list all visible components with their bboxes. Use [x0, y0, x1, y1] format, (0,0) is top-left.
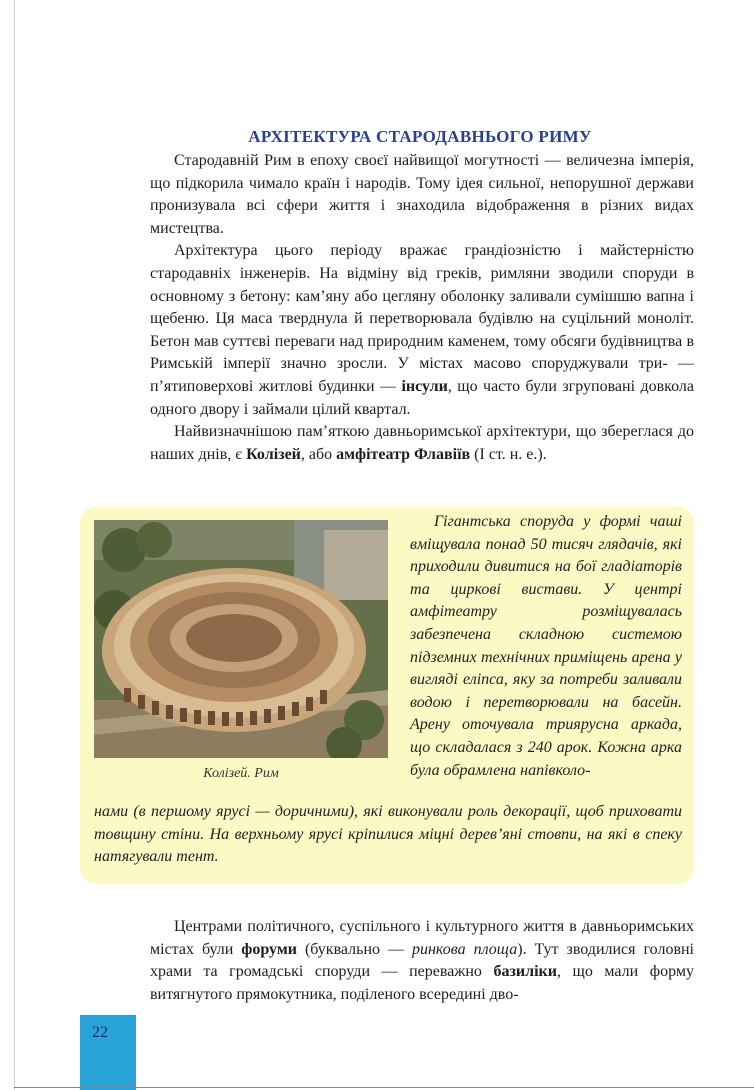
colosseum-photo — [94, 520, 388, 758]
intro-text — [150, 150, 694, 466]
intro-paragraph-2: Архітектура цього періоду вражає грандіозністю і майстерністю стародавніх інженерів. На відміну від греків, римляни зводили споруди в основному з бетону: кам’яну або цегляну оболонку заливали сумішшю вапна і щебеню. Ця маса тверднула й перетворювала будівлю на суцільний моноліт. Бетон мав суттєві переваги над природним каменем, тому обсяги будівництва в Римській імперії значно зросли. У містах масово споруджували три- — п’ятиповерхові житлові будинки — інсули, що часто були згруповані довкола одного двору і займали цілий квартал. — [150, 242, 695, 418]
intro-paragraph-1: Стародавній Рим в епоху своєї найвищої могутності — величезна імперія, що підкорила чимало країн і народів. Тому ідея сильної, непорушної держави пронизувала всі сфери життя і знаходила відображення в різних видах мистецтва. — [150, 152, 694, 237]
page-number-tab — [80, 1015, 136, 1090]
intro-paragraph-3: Найвизначнішою пам’яткою давньоримської архітектури, що збереглася до наших днів, є Колізей, або амфітеатр Флавіїв (I ст. н. е.). — [150, 423, 694, 463]
term-forums: форуми — [241, 940, 297, 958]
colosseum-info-box — [80, 507, 694, 884]
page-bottom-border — [14, 1087, 754, 1088]
page-number: 22 — [92, 1024, 108, 1041]
photo-caption: Колізей. Рим — [203, 766, 279, 781]
forum-text — [150, 916, 694, 1006]
page-title: АРХІТЕКТУРА СТАРОДАВНЬОГО РИМУ — [248, 127, 592, 147]
term-basilicas: базиліки — [493, 963, 557, 981]
box-paragraph-part-2: нами (в першому ярусі — доричними), які виконували роль декорації, щоб приховати товщину стіни. На верхньому ярусі кріпилися міцні дерев’яні стовпи, на які в спеку натягували тент. — [94, 803, 682, 866]
forum-paragraph: Центрами політичного, суспільного і культурного життя в давньоримських містах були форуми (буквально — ринкова площа). Тут зводилися головні храми та громадські споруди — переважно базиліки, що мали форму витягнутого прямокутника, поділеного всередині дво- — [150, 918, 695, 1003]
term-insula: інсули — [401, 377, 448, 395]
term-flavian-amphitheatre: амфітеатр Флавіїв — [336, 445, 471, 463]
term-colosseum: Колізей — [246, 445, 301, 463]
page-left-border — [14, 0, 15, 1090]
box-paragraph-part-1: Гігантська споруда у формі чаші вміщувала понад 50 тисяч глядачів, які приходили дивитися на бої гладіаторів та циркові вистави. У центрі амфітеатру розміщувалась забезпечена складною системою підземних технічних приміщень арена у вигляді еліпса, яку за потреби заливали водою і перетворювали на басейн. Арену оточувала триярусна аркада, що складалася з 240 арок. Кожна арка була обрамлена напівколо- — [410, 513, 682, 779]
box-text-column — [410, 511, 682, 782]
term-translation: ринкова площа — [411, 940, 518, 958]
